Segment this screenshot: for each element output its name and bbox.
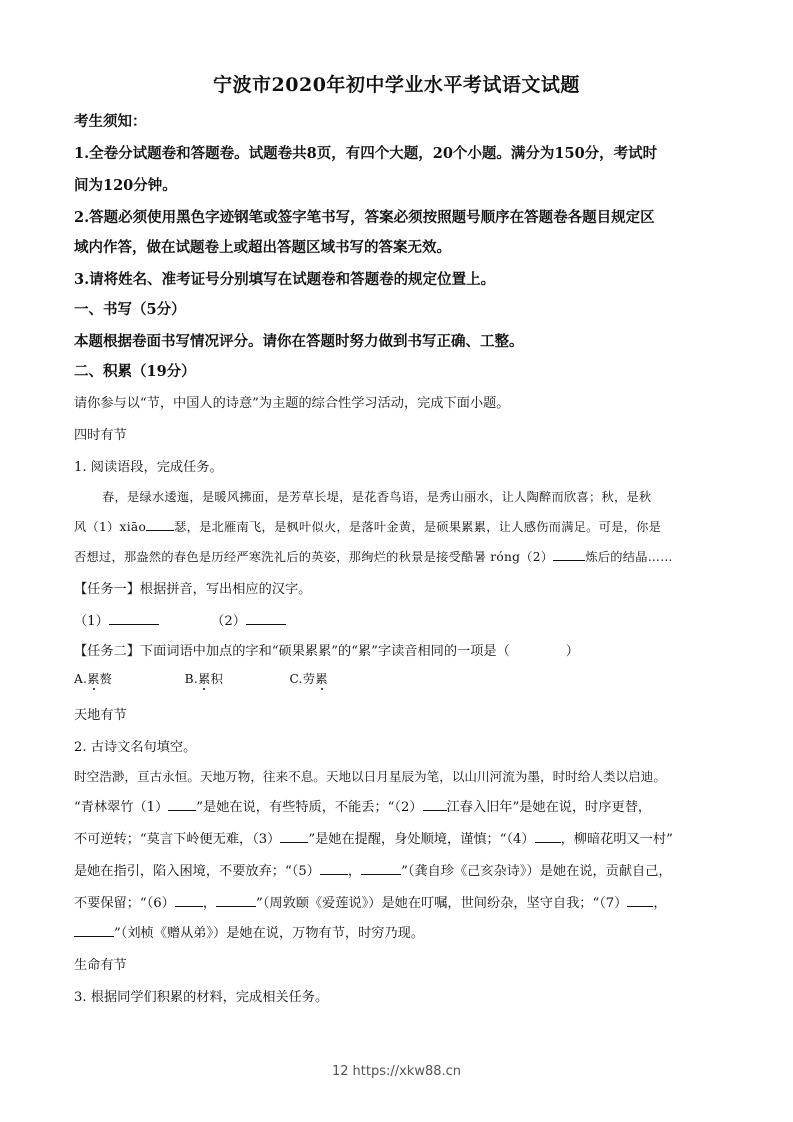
answer-blank-2[interactable] — [246, 612, 286, 625]
q2-blank-3[interactable] — [280, 830, 308, 843]
q2-blank-4[interactable] — [535, 830, 561, 843]
notice-heading: 考生须知： — [74, 113, 147, 130]
page-title: 宁波市2020年初中学业水平考试语文试题 — [213, 74, 580, 96]
section-heading-seasons: 四时有节 — [74, 428, 127, 443]
q2-line-3-c: ，柳暗花明又一村” — [560, 832, 673, 847]
q2-blank-5b[interactable] — [361, 862, 401, 875]
q2-line-6-b: ”（刘桢《赠从弟》）是她在说，万物有节，时穷乃现。 — [114, 926, 425, 941]
option-b[interactable] — [185, 672, 223, 686]
q1-passage-line-2 — [74, 518, 724, 535]
q1-passage-line-1: 春，是绿水逶迤，是暖风拂面，是芳草长堤，是花香鸟语，是秀山丽水，让人陶醉而欣喜；秋，是秋 — [102, 490, 652, 504]
q2-blank-7b[interactable] — [74, 924, 114, 937]
q2-line-3-a: 不可逆转；“莫言下岭便无难，（3） — [74, 832, 281, 847]
q2-line-5-a: 不要保留；“（6） — [74, 896, 175, 911]
notice-line-3: 3.请将姓名、准考证号分别填写在试题卷和答题卷的规定位置上。 — [74, 271, 496, 288]
q1-task1: 【任务一】根据拼音，写出相应的汉字。 — [74, 582, 312, 597]
option-c[interactable] — [289, 672, 327, 686]
q1-task1-blanks — [74, 610, 724, 629]
option-b-dotted-char: 累 — [198, 672, 211, 686]
answer-label-1: （1） — [74, 614, 109, 629]
q1-blank-1-inline[interactable] — [146, 518, 174, 531]
q2-line-2 — [74, 796, 724, 815]
q2-line-3-b: ”是她在提醒，身处顺境，谨慎；“（4） — [308, 832, 535, 847]
q1-task2-text: 【任务二】下面词语中加点的字和“硕果累累”的“累”字读音相同的一项是（ — [74, 644, 510, 659]
q2-blank-2[interactable] — [423, 798, 447, 811]
q2-line-5-d: ， — [653, 896, 667, 911]
answer-label-2: （2） — [211, 614, 246, 629]
footer-url[interactable]: https://xkw88.cn — [352, 1064, 462, 1079]
q2-line-3 — [74, 828, 724, 847]
q2-stem: 2. 古诗文名句填空。 — [74, 740, 197, 755]
answer-blank-1[interactable] — [109, 612, 159, 625]
part2-heading: 二、积累（19分） — [74, 363, 196, 380]
notice-line-2a: 2.答题必须使用黑色字迹钢笔或签字笔书写，答案必须按照题号顺序在答题卷各题目规定区 — [74, 209, 655, 226]
q1-passage-line-3-end: 炼后的结晶…… — [585, 550, 673, 564]
q2-blank-7a[interactable] — [627, 894, 653, 907]
q2-line-2-b: ”是她在说，有些特质，不能丢；“（2） — [196, 800, 423, 815]
q1-task2-close: ） — [565, 644, 579, 659]
page-footer — [0, 1064, 793, 1079]
q2-line-4-a: 是她在指引，陷入困境，不要放弃；“（5） — [74, 864, 320, 879]
q2-line-5-c: ”（周敦颐《爱莲说》）是她在叮嘱，世间纷杂，坚守自我；“（7） — [256, 896, 628, 911]
option-b-rest: 积 — [210, 672, 224, 686]
notice-line-1b: 间为120分钟。 — [74, 177, 177, 194]
q1-passage-line-3-start: 否想过，那盎然的春色是历经严寒洗礼后的英姿，那绚烂的秋景是接受酷暑 róng（2） — [74, 550, 554, 564]
q1-task2 — [74, 640, 724, 659]
q1-passage-line-2-end: 瑟，是北雁南飞，是枫叶似火，是落叶金黄，是硕果累累，让人感伤而满足。可是，你是 — [174, 520, 662, 534]
part2-intro: 请你参与以“节，中国人的诗意”为主题的综合性学习活动，完成下面小题。 — [74, 396, 510, 411]
q1-passage-line-3 — [74, 548, 724, 565]
option-a-dotted-char: 累 — [87, 672, 100, 686]
option-a-rest: 赘 — [99, 672, 113, 686]
option-a-letter: A. — [74, 672, 88, 686]
q2-blank-6b[interactable] — [216, 894, 256, 907]
q2-line-2-a: “青林翠竹（1） — [74, 800, 169, 815]
section-heading-life: 生命有节 — [74, 958, 127, 973]
option-c-prefix: C.劳 — [289, 672, 316, 686]
section-heading-heaven-earth: 天地有节 — [74, 708, 127, 723]
option-c-dotted-char: 累 — [315, 672, 328, 686]
q2-line-1: 时空浩渺，亘古永恒。天地万物，往来不息。天地以日月星辰为笔，以山川河流为墨，时时给人类以启迪。 — [74, 769, 666, 784]
q2-line-4 — [74, 860, 724, 879]
option-a[interactable] — [74, 672, 112, 686]
q1-options — [74, 670, 724, 687]
notice-line-2b: 域内作答，做在试题卷上或超出答题区域书写的答案无效。 — [74, 239, 451, 256]
q2-line-6 — [74, 922, 724, 941]
q2-blank-1[interactable] — [168, 798, 196, 811]
part1-heading: 一、书写（5分） — [74, 301, 186, 318]
q3-stem: 3. 根据同学们积累的材料，完成相关任务。 — [74, 990, 329, 1005]
notice-line-1a: 1.全卷分试题卷和答题卷。试题卷共8页，有四个大题，20个小题。满分为150分，考试时 — [74, 145, 658, 162]
q1-stem: 1. 阅读语段，完成任务。 — [74, 460, 223, 475]
q2-line-5 — [74, 892, 724, 911]
option-b-letter: B. — [184, 672, 199, 686]
part1-text: 本题根据卷面书写情况评分。请你在答题时努力做到书写正确、工整。 — [74, 333, 524, 350]
q2-line-4-c: ”（龚自珍《己亥杂诗》）是她在说，贡献自己， — [401, 864, 672, 879]
q1-passage-line-2-start: 风（1）xiāo — [74, 520, 147, 534]
q2-line-2-c: 江春入旧年”是她在说，时序更替， — [446, 800, 652, 815]
q1-blank-2-inline[interactable] — [553, 548, 585, 561]
q2-blank-6a[interactable] — [175, 894, 203, 907]
page-number: 12 — [331, 1064, 349, 1079]
q2-line-4-b: ， — [347, 864, 362, 879]
q2-line-5-b: ， — [202, 896, 217, 911]
q2-blank-5a[interactable] — [320, 862, 348, 875]
